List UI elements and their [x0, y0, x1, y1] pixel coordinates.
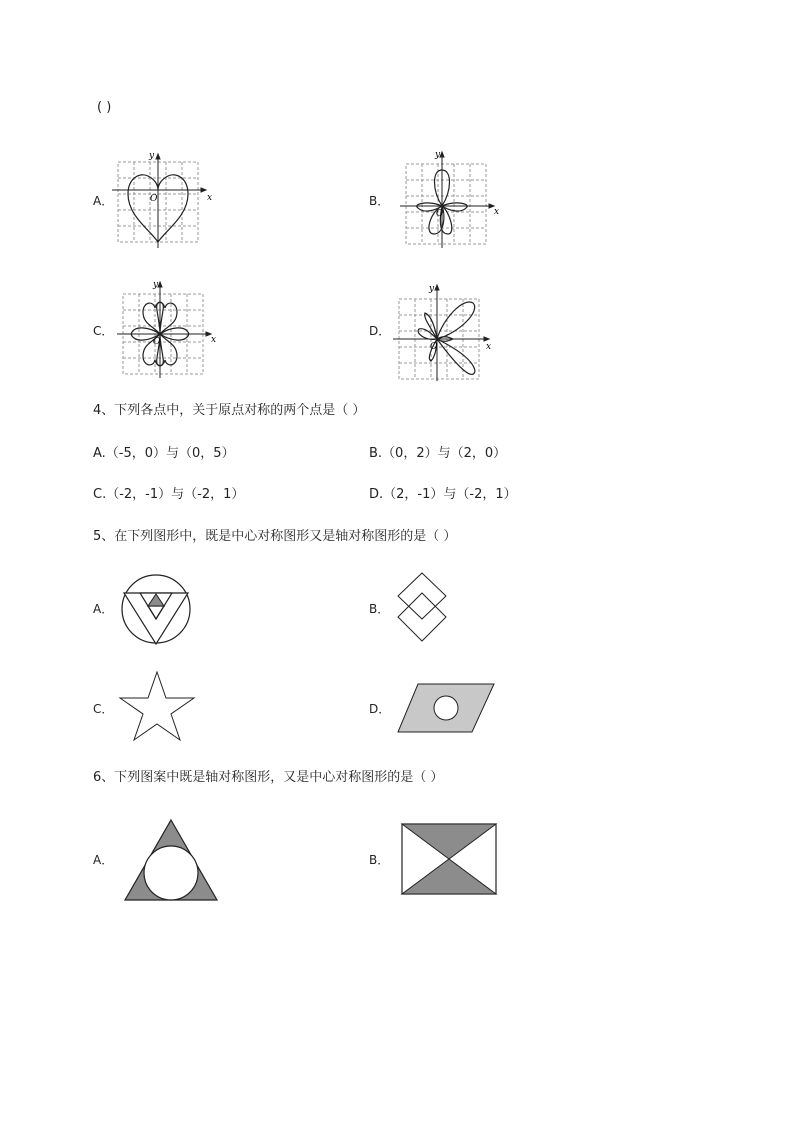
x-arrow-icon [201, 188, 206, 192]
q5-option-c-figure[interactable] [118, 670, 198, 742]
q3-stem-tail: ( ) [97, 100, 112, 115]
inner-circle [434, 696, 458, 720]
origin-label: O [436, 209, 444, 219]
q6-stem: 6、下列图案中既是轴对称图形，又是中心对称图形的是（ ） [93, 770, 444, 785]
axis-x-label: x [494, 207, 500, 217]
star-shape [120, 672, 194, 740]
axis-y-label: y [435, 150, 441, 160]
upper-diamond [398, 573, 446, 619]
axes [112, 154, 206, 248]
q4-option-a[interactable]: A.（-5，0）与（0，5） [93, 446, 235, 461]
q6-option-a-label[interactable]: A． [93, 853, 114, 867]
q6-option-b-figure[interactable] [400, 822, 498, 896]
axis-y-label: y [153, 280, 159, 290]
q3-option-c-graph[interactable] [115, 280, 225, 380]
q3-option-a-graph[interactable] [110, 150, 220, 250]
y-arrow-icon [158, 282, 162, 287]
x-arrow-icon [484, 337, 489, 341]
q5-option-b-label[interactable]: B． [369, 602, 390, 616]
y-arrow-icon [435, 285, 439, 290]
q3-option-a-label[interactable]: A． [93, 194, 114, 208]
origin-label: O [430, 342, 438, 352]
axis-x-label: x [207, 193, 213, 203]
q5-stem: 5、在下列图形中，既是中心对称图形又是轴对称图形的是（ ） [93, 529, 457, 544]
axis-y-label: y [149, 151, 155, 161]
q3-option-b-label[interactable]: B． [369, 194, 390, 208]
q5-option-d-figure[interactable] [396, 682, 496, 734]
q3-option-b-graph[interactable] [398, 150, 508, 250]
q5-option-a-label[interactable]: A． [93, 602, 114, 616]
q5-option-a-figure[interactable] [120, 573, 192, 645]
q5-option-d-label[interactable]: D． [369, 702, 391, 716]
axis-y-label: y [429, 284, 435, 294]
q4-option-c[interactable]: C.（-2，-1）与（-2，1） [93, 487, 245, 502]
q6-option-a-figure[interactable] [123, 818, 219, 902]
origin-label: O [150, 194, 158, 204]
q6-option-b-label[interactable]: B． [369, 853, 390, 867]
origin-label: O [153, 337, 161, 347]
q5-option-c-label[interactable]: C． [93, 702, 114, 716]
axis-x-label: x [486, 342, 492, 352]
q5-option-b-figure[interactable] [394, 571, 450, 643]
q4-option-b[interactable]: B.（0，2）与（2，0） [369, 446, 507, 461]
leaf-curve [418, 302, 475, 374]
y-arrow-icon [156, 154, 160, 159]
inscribed-circle [144, 846, 198, 900]
q4-stem: 4、下列各点中，关于原点对称的两个点是（ ） [93, 403, 366, 418]
y-arrow-icon [440, 152, 444, 157]
q3-option-c-label[interactable]: C． [93, 324, 114, 338]
q3-option-d-graph[interactable] [393, 283, 503, 383]
axis-x-label: x [211, 335, 217, 345]
lower-diamond [398, 593, 446, 641]
q3-option-d-label[interactable]: D． [369, 324, 391, 338]
q4-option-d[interactable]: D.（2，-1）与（-2，1） [369, 487, 517, 502]
